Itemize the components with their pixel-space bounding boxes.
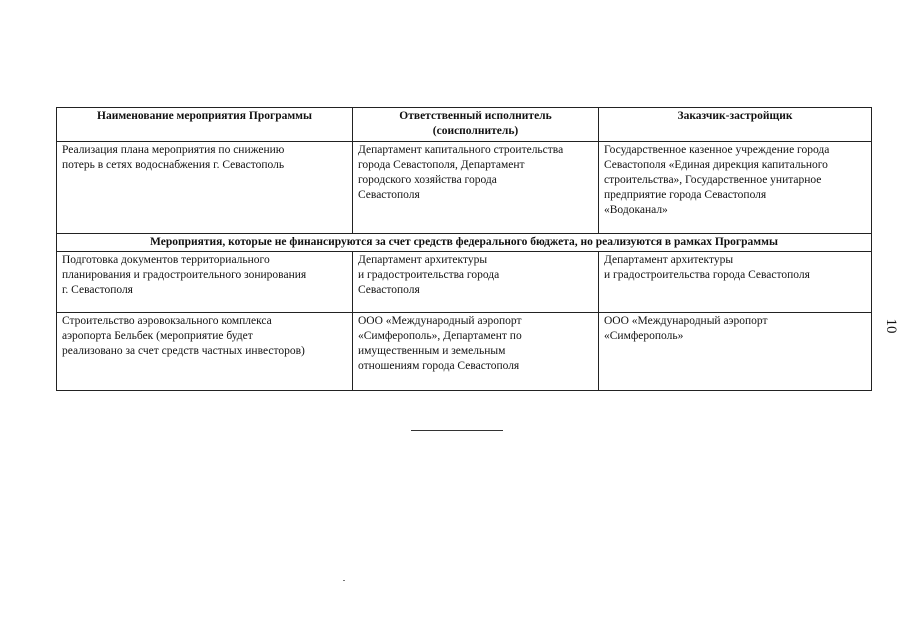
program-measures-table xyxy=(56,107,872,391)
page-number: 10 xyxy=(883,318,899,334)
end-of-document-rule xyxy=(411,430,503,431)
section-heading-row xyxy=(57,234,872,252)
cell-executor: Департамент архитектуры и градостроительства города Севастополя xyxy=(353,252,599,313)
cell-executor: Департамент капитального строительства города Севастополя, Департамент городского хозяйства города Севастополя xyxy=(353,142,599,234)
cell-measure-name: Реализация плана мероприятия по снижению потерь в сетях водоснабжения г. Севастополь xyxy=(57,142,353,234)
cell-measure-name: Строительство аэровокзального комплекса аэропорта Бельбек (мероприятие будет реализовано за счет средств частных инвесторов) xyxy=(57,313,353,391)
cell-customer: ООО «Международный аэропорт «Симферополь» xyxy=(599,313,872,391)
table-row xyxy=(57,313,872,391)
section-heading: Мероприятия, которые не финансируются за счет средств федерального бюджета, но реализуются в рамках Программы xyxy=(57,234,872,252)
cell-customer: Департамент архитектуры и градостроительства города Севастополя xyxy=(599,252,872,313)
scan-speck xyxy=(343,580,345,581)
header-measure-name: Наименование мероприятия Программы xyxy=(57,108,353,142)
table-header-row xyxy=(57,108,872,142)
table-row xyxy=(57,142,872,234)
header-customer-developer: Заказчик-застройщик xyxy=(599,108,872,142)
cell-customer: Государственное казенное учреждение города Севастополя «Единая дирекция капитального строительства», Государственное унитарное предприятие города Севастополя «Водоканал» xyxy=(599,142,872,234)
cell-measure-name: Подготовка документов территориального планирования и градостроительного зонирования г. Севастополя xyxy=(57,252,353,313)
header-responsible-executor: Ответственный исполнитель (соисполнитель) xyxy=(353,108,599,142)
cell-executor: ООО «Международный аэропорт «Симферополь», Департамент по имущественным и земельным отношениям города Севастополя xyxy=(353,313,599,391)
table-row xyxy=(57,252,872,313)
